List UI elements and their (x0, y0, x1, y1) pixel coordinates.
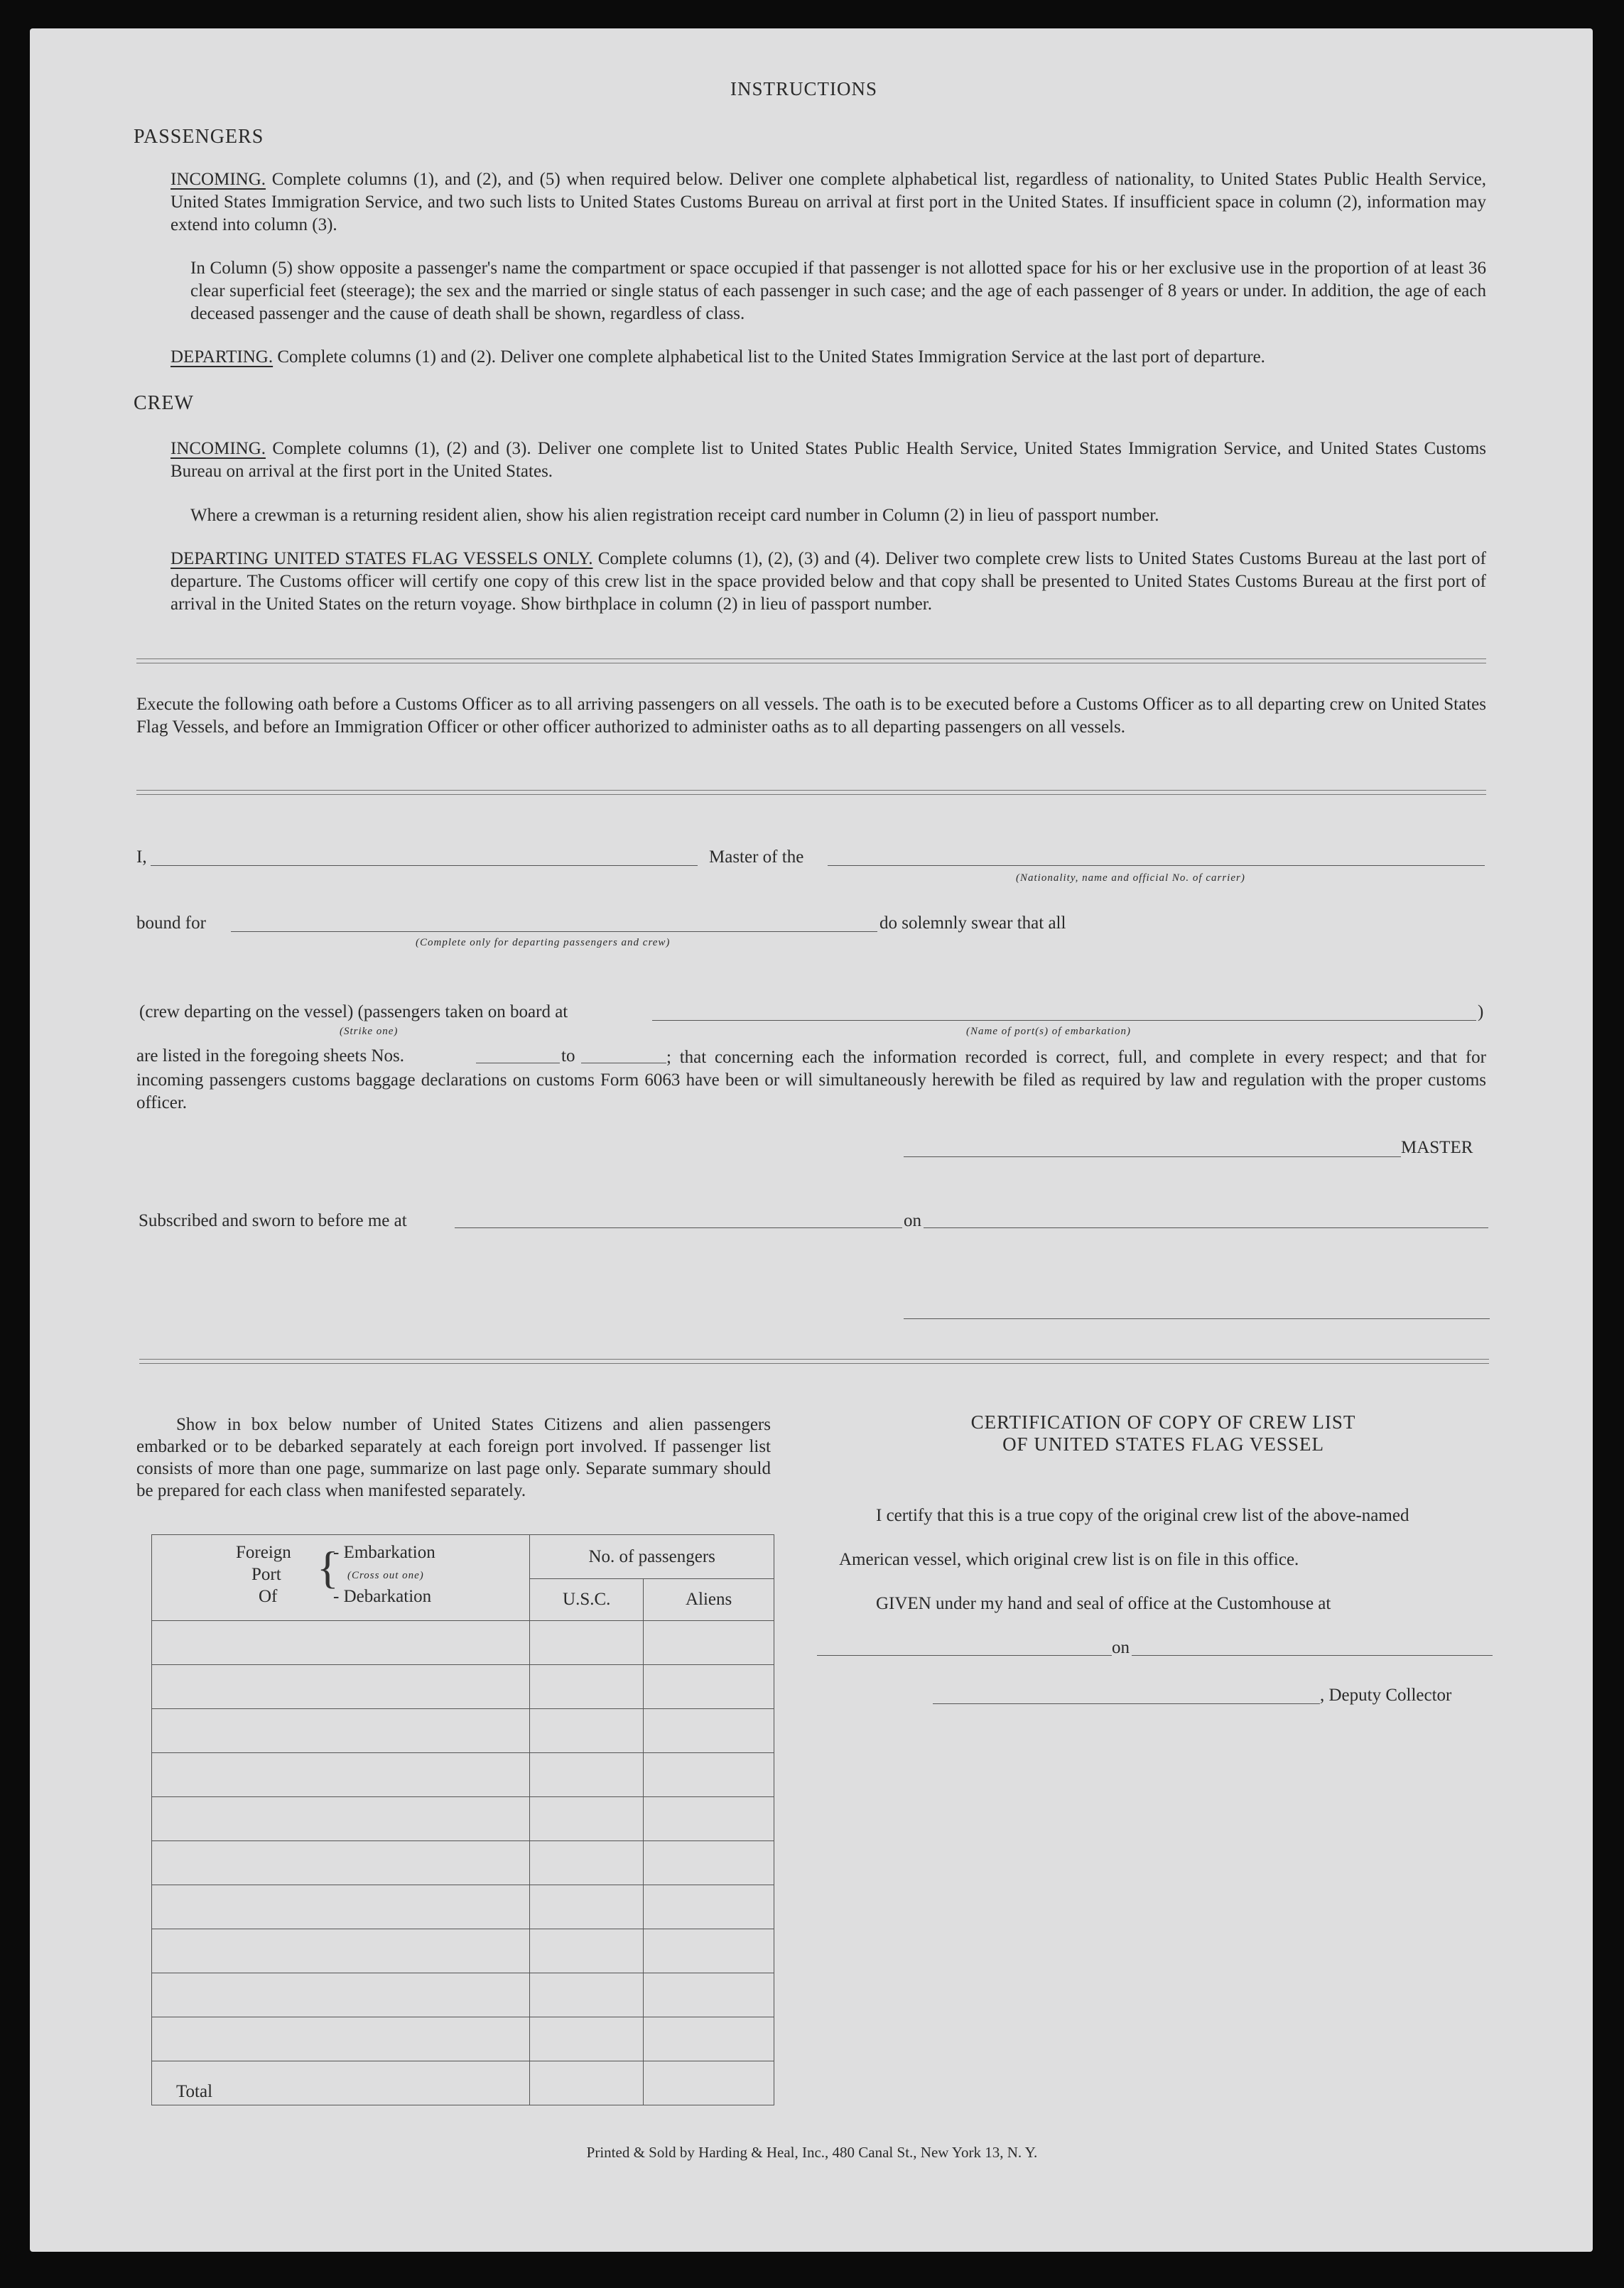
bound-for-caption: (Complete only for departing passengers and crew) (416, 937, 671, 948)
crew-heading: CREW (134, 392, 194, 414)
page-title: INSTRUCTIONS (730, 78, 878, 99)
aliens-cell[interactable] (644, 1841, 774, 1885)
certification-heading-line-1: CERTIFICATION OF COPY OF CREW LIST (970, 1411, 1356, 1433)
aliens-total-cell[interactable] (644, 2061, 774, 2105)
deputy-collector-label: , Deputy Collector (1320, 1686, 1452, 1705)
certify-on-label: on (1112, 1638, 1130, 1657)
usc-cell[interactable] (530, 1621, 644, 1665)
port-cell[interactable] (152, 1665, 530, 1709)
passengers-incoming-label: INCOMING. (170, 170, 266, 189)
passengers-departing-label: DEPARTING. (170, 347, 274, 367)
aliens-cell[interactable] (644, 1929, 774, 1973)
master-name-field[interactable] (151, 865, 698, 866)
embarkation-ports-field[interactable] (652, 1020, 1476, 1021)
aliens-cell[interactable] (644, 2017, 774, 2061)
port-cell[interactable] (152, 2017, 530, 2061)
deputy-collector-signature[interactable] (933, 1703, 1320, 1704)
close-paren: ) (1478, 1002, 1484, 1021)
divider-double-3 (139, 1359, 1489, 1364)
crew-incoming-paragraph (170, 438, 1486, 483)
aliens-header: Aliens (644, 1579, 774, 1621)
port-cell[interactable] (152, 1709, 530, 1753)
oath-intro: Execute the following oath before a Customs Officer as to all arriving passengers on all vessels. The oath is to be executed before a Customs Officer as to all departing crew on United States Flag Vessels, and before an Immigration Officer or other officer authorized to administer oaths as to all departing passengers on all vessels. (136, 695, 1486, 737)
usc-cell[interactable] (530, 1797, 644, 1841)
usc-header: U.S.C. (530, 1579, 644, 1621)
crew-departing-text: Complete columns (1), (2), (3) and (4). Deliver two complete crew lists to United States Customs Bureau at the last port of departure. The Customs officer will certify one copy of this crew list in the space provided below and that copy shall be presented to United States Customs Bureau at the first port of arrival in the United States on the return voyage. Show birthplace in column (2) in lieu of passport number. (170, 549, 1486, 614)
passengers-departing-text: Complete columns (1) and (2). Deliver one complete alphabetical list to the United States Immigration Service at the last port of departure. (277, 347, 1265, 367)
foreign-label: Foreign (236, 1543, 291, 1562)
certify-date-field[interactable] (1132, 1655, 1493, 1656)
aliens-cell[interactable] (644, 1709, 774, 1753)
customhouse-field[interactable] (817, 1655, 1112, 1656)
port-cell[interactable] (152, 1797, 530, 1841)
port-cell[interactable] (152, 1885, 530, 1929)
crew-resident-text: Where a crewman is a returning resident alien, show his alien registration receipt card number in Column (2) in lieu of passport number. (190, 506, 1159, 525)
of-label: Of (259, 1587, 278, 1606)
bound-for-field[interactable] (231, 931, 877, 932)
aliens-cell[interactable] (644, 1621, 774, 1665)
port-label: Port (251, 1565, 281, 1584)
crew-departing-label: DEPARTING UNITED STATES FLAG VESSELS ONLY. (170, 549, 593, 568)
crew-departing-paragraph (170, 548, 1486, 616)
usc-cell[interactable] (530, 1709, 644, 1753)
passengers-heading: PASSENGERS (134, 126, 264, 148)
passengers-column5-text: In Column (5) show opposite a passenger's name the compartment or space occupied if that passenger is not allotted space for his or her exclusive use in the proportion of at least 36 clear superficial feet (steerage); the sex and the married or single status of each passenger in such case; and the age of each passenger of 8 years or under. In addition, the age of each deceased passenger and the cause of death shall be shown, regardless of class. (190, 259, 1486, 323)
subscribed-date-field[interactable] (924, 1227, 1488, 1228)
certify-line-2: American vessel, which original crew list is on file in this office. (839, 1550, 1299, 1569)
usc-cell[interactable] (530, 2017, 644, 2061)
passengers-incoming-text: Complete columns (1), and (2), and (5) when required below. Deliver one complete alphabetical list, regardless of nationality, to United States Public Health Service, United States Immigration Service, and two such lists to United States Customs Bureau on arrival at first port in the United States. If insufficient space in column (2), information may extend into column (3). (170, 170, 1487, 234)
printer-footer: Printed & Sold by Harding & Heal, Inc., 480 Canal St., New York 13, N. Y. (586, 2144, 1038, 2161)
sheets-to-label: to (561, 1046, 575, 1066)
usc-total-cell[interactable] (530, 2061, 644, 2105)
crew-incoming-label: INCOMING. (170, 439, 266, 458)
certify-line-3: GIVEN under my hand and seal of office at the Customhouse at (876, 1594, 1331, 1613)
aliens-cell[interactable] (644, 1665, 774, 1709)
port-cell[interactable] (152, 1753, 530, 1797)
usc-cell[interactable] (530, 1973, 644, 2017)
cross-out-caption: (Cross out one) (347, 1570, 424, 1581)
aliens-cell[interactable] (644, 1973, 774, 2017)
embarkation-label[interactable]: - Embarkation (333, 1543, 435, 1562)
port-cell[interactable] (152, 1929, 530, 1973)
usc-cell[interactable] (530, 1665, 644, 1709)
divider-double-1 (136, 658, 1486, 663)
sheets-statement: ; that concerning each the information recorded is correct, full, and complete in every respect; and that for incoming passengers customs baggage declarations on customs Form 6063 have been or will simultaneously herewith be filed as required by law and regulation with the proper customs officer. (136, 1048, 1486, 1112)
aliens-cell[interactable] (644, 1753, 774, 1797)
master-label: MASTER (1401, 1138, 1473, 1157)
crew-incoming-text: Complete columns (1), (2) and (3). Deliver one complete list to United States Public Health Service, United States Immigration Service, and United States Customs Bureau on arrival at the first port in the United States. (170, 439, 1487, 481)
certify-line-1: I certify that this is a true copy of the original crew list of the above-named (876, 1506, 1409, 1525)
carrier-field[interactable] (828, 865, 1485, 866)
carrier-caption: (Nationality, name and official No. of carrier) (1016, 872, 1245, 884)
passengers-departing-paragraph (170, 346, 1486, 369)
port-cell[interactable] (152, 1841, 530, 1885)
officer-signature-field[interactable] (904, 1318, 1490, 1319)
crew-passengers-label: (crew departing on the vessel) (passengers taken on board at (139, 1002, 568, 1021)
aliens-cell[interactable] (644, 1885, 774, 1929)
swear-label: do solemnly swear that all (879, 913, 1066, 933)
oath-i-label: I, (136, 847, 147, 867)
port-cell[interactable] (152, 1973, 530, 2017)
usc-cell[interactable] (530, 1929, 644, 1973)
certification-heading-line-2: OF UNITED STATES FLAG VESSEL (1002, 1433, 1324, 1455)
passengers-incoming-paragraph (170, 168, 1486, 237)
subscribed-on-label: on (904, 1211, 921, 1230)
master-of-the-label: Master of the (709, 847, 804, 867)
port-cell[interactable] (152, 1621, 530, 1665)
bound-for-label: bound for (136, 913, 206, 933)
certification-heading (835, 1411, 1492, 1455)
divider-double-2 (136, 790, 1486, 795)
sheets-prefix: are listed in the foregoing sheets Nos. (136, 1046, 404, 1066)
strike-one-caption: (Strike one) (340, 1026, 399, 1037)
port-header-cell (152, 1535, 530, 1621)
no-of-passengers-header: No. of passengers (530, 1535, 774, 1579)
subscribed-place-field[interactable] (455, 1227, 902, 1228)
ports-caption: (Name of port(s) of embarkation) (966, 1026, 1131, 1037)
master-signature-field[interactable] (904, 1156, 1401, 1157)
brace-glyph: { (317, 1542, 339, 1593)
usc-cell[interactable] (530, 1841, 644, 1885)
aliens-cell[interactable] (644, 1797, 774, 1841)
usc-cell[interactable] (530, 1885, 644, 1929)
subscribed-label: Subscribed and sworn to before me at (139, 1211, 407, 1230)
summary-instructions: Show in box below number of United States Citizens and alien passengers embarked or to be debarked separately at each foreign port involved. If passenger list consists of more than one page, summarize on last page only. Separate summary should be prepared for each class when manifested separately. (136, 1415, 771, 1500)
passenger-summary-table (151, 1534, 774, 2105)
usc-cell[interactable] (530, 1753, 644, 1797)
debarkation-label[interactable]: - Debarkation (333, 1587, 432, 1606)
total-label: Total (152, 2061, 530, 2105)
